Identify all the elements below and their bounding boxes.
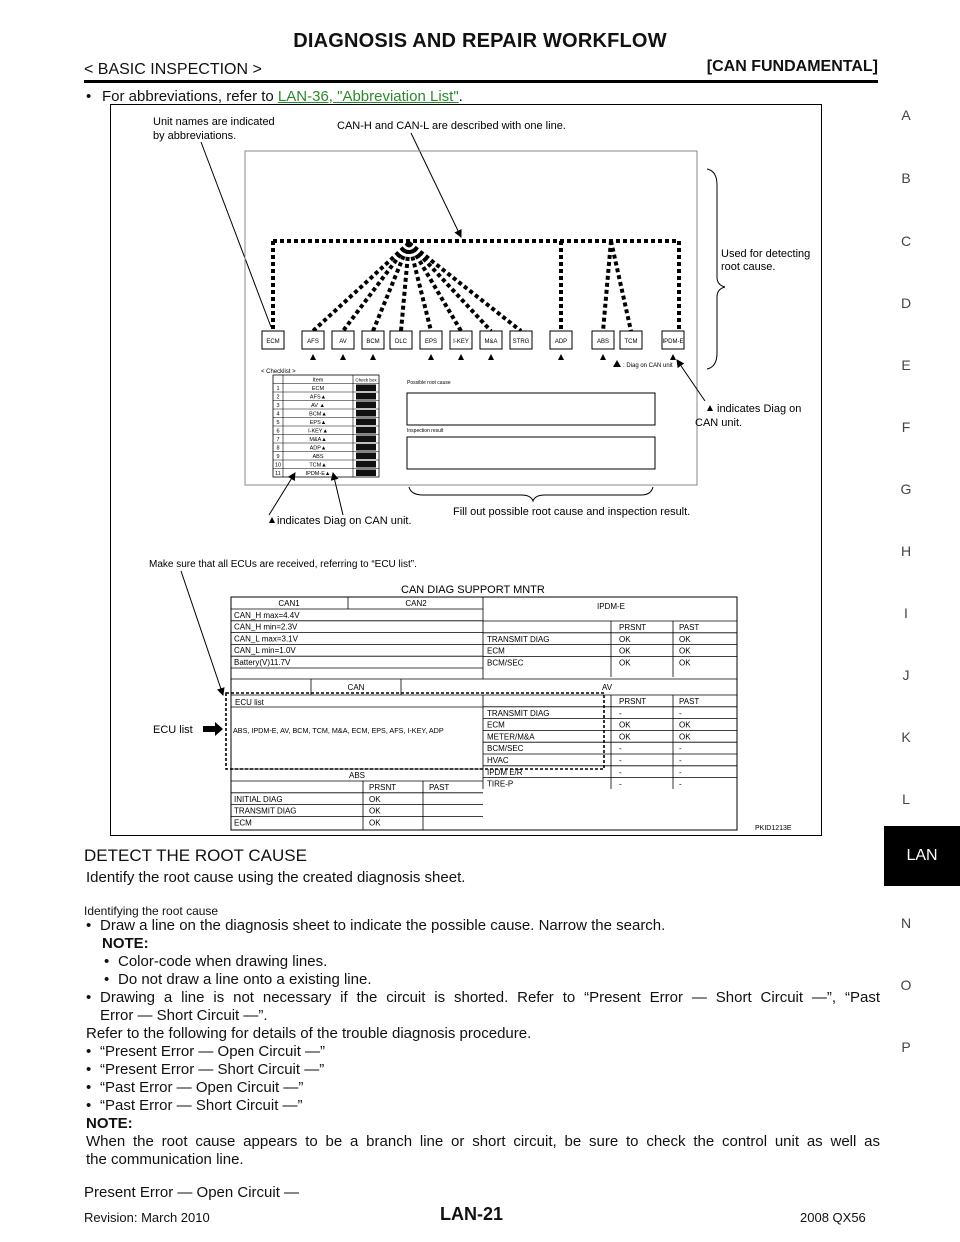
checklist-row-num: 6	[276, 428, 280, 435]
av-row-label: TRANSMIT DIAG	[487, 708, 550, 718]
side-index-j[interactable]: J	[902, 667, 910, 683]
can2-header: CAN2	[405, 599, 427, 608]
checkbox[interactable]	[356, 402, 376, 409]
unit-box-ma	[480, 331, 502, 349]
av-row-prsnt: -	[619, 708, 622, 718]
unit-label: ECM	[266, 339, 280, 345]
checkbox[interactable]	[356, 436, 376, 443]
side-index-i[interactable]: I	[904, 605, 908, 621]
side-index-f[interactable]: F	[901, 419, 911, 435]
checkbox[interactable]	[356, 393, 376, 400]
ipdm-row-past: OK	[679, 646, 691, 656]
section-lead: Identify the root cause using the created diagnosis sheet.	[86, 869, 466, 886]
monitor-title: CAN DIAG SUPPORT MNTR	[401, 584, 545, 596]
ipdm-row-label: ECM	[487, 646, 505, 656]
ipdm-row-past: OK	[679, 634, 691, 644]
callout-fill-out: Fill out possible root cause and inspection result.	[453, 506, 691, 518]
ipdm-row-prsnt: OK	[619, 646, 631, 656]
leader-diag-bottom-2	[333, 473, 343, 515]
unit-box-abs	[592, 331, 614, 349]
diag-markers	[310, 354, 676, 360]
checklist-header-item: Item	[312, 377, 324, 384]
checklist-row-num: 9	[276, 454, 280, 460]
callout2-triangle	[269, 517, 275, 523]
callout-diag-on-can-bottom: indicates Diag on CAN unit.	[277, 515, 412, 527]
ipdm-row-label: TRANSMIT DIAG	[487, 634, 550, 644]
av-row-past: -	[679, 744, 682, 754]
footer-model: 2008 QX56	[800, 1210, 866, 1225]
diag-triangle	[458, 354, 464, 360]
abs-row-prsnt: OK	[369, 794, 381, 804]
note2-text-2: the communication line.	[86, 1151, 244, 1168]
unit-label: ABS	[596, 339, 610, 345]
checklist-row-num: 11	[275, 471, 281, 477]
unit-label: TCM	[624, 339, 638, 345]
checkbox[interactable]	[356, 385, 376, 392]
ipdm-title: IPDM-E	[597, 602, 625, 611]
checklist-title: < Checklist >	[261, 369, 296, 375]
unit-label: I-KEY	[453, 339, 469, 345]
checklist-row-item: EPS▲	[309, 420, 327, 426]
av-row-prsnt: -	[619, 767, 622, 777]
section-heading: DETECT THE ROOT CAUSE	[84, 846, 307, 865]
unit-box-av	[332, 331, 354, 349]
abbreviation-list-link[interactable]: LAN-36, "Abbreviation List"	[277, 88, 459, 105]
checklist-row-item: AFS▲	[309, 394, 327, 401]
av-row-past: -	[679, 779, 682, 789]
callout-ecu-list: ECU list	[153, 724, 193, 736]
side-index-p[interactable]: P	[901, 1039, 911, 1055]
av-row-past: -	[679, 756, 682, 765]
section-label: < BASIC INSPECTION >	[84, 61, 262, 78]
av-row-prsnt: -	[619, 779, 622, 789]
av-col-prsnt: PRSNT	[619, 697, 647, 706]
checklist-row-num: 5	[276, 420, 280, 426]
abs-col-past: PAST	[429, 783, 450, 792]
checklist-row-num: 2	[276, 394, 280, 401]
diag-triangle	[370, 354, 376, 360]
ref-item-4[interactable]: “Past Error — Short Circuit —”	[100, 1097, 303, 1114]
checklist-row-num: 4	[276, 411, 280, 418]
can-diag-support-monitor	[226, 597, 737, 830]
callout-used-for-1: Used for detecting	[721, 248, 811, 260]
ecu-list-text: ABS, IPDM-E, AV, BCM, TCM, M&A, ECM, EPS, AFS, I-KEY, ADP	[233, 726, 444, 735]
av-row-past: OK	[679, 720, 691, 730]
av-row-label: ECM	[487, 720, 505, 730]
checklist-row-num: 1	[276, 386, 280, 392]
checklist-row-item: M&A▲	[309, 437, 327, 443]
ipdm-row-prsnt: OK	[619, 634, 631, 644]
can-row: CAN_H min=2.3V	[234, 622, 298, 632]
can1-header: CAN1	[278, 599, 300, 608]
page-title: DIAGNOSIS AND REPAIR WORKFLOW	[293, 30, 667, 52]
callout-unit-names-1: Unit names are indicated	[153, 116, 275, 128]
leader-unit-names	[201, 142, 271, 327]
side-index-lan-active[interactable]: LAN	[884, 826, 960, 886]
ipdm-col-prsnt: PRSNT	[619, 623, 647, 632]
callout-make-sure: Make sure that all ECUs are received, referring to “ECU list”.	[149, 559, 417, 570]
checklist-row-num: 3	[276, 403, 280, 409]
legend-small: : Diag on CAN unit	[623, 363, 673, 369]
header-rule	[84, 80, 878, 83]
ipdm-row-past: OK	[679, 658, 691, 668]
side-index-c[interactable]: C	[900, 233, 912, 249]
note-label: NOTE:	[102, 935, 149, 952]
side-index-e[interactable]: E	[901, 357, 911, 373]
callout-unit-names-2: by abbreviations.	[153, 130, 237, 142]
unit-box-strg	[510, 331, 532, 349]
last-heading: Present Error — Open Circuit —	[84, 1184, 300, 1201]
diag-triangle	[558, 354, 564, 360]
callout-triangle	[707, 405, 713, 411]
subheading: Identifying the root cause	[84, 904, 219, 918]
av-row-prsnt: OK	[619, 732, 631, 742]
abs-row-label: INITIAL DIAG	[234, 794, 283, 804]
av-row-label: IPDM E/R	[487, 767, 523, 777]
bullet-mark: •	[86, 1043, 92, 1060]
unit-label: EPS	[424, 339, 438, 345]
bullet-mark: •	[104, 953, 110, 970]
diag-triangle	[488, 354, 494, 360]
bullet-shorted-1: Drawing a line is not necessary if the circuit is shorted. Refer to “Present Error — Short Circuit —”, “Past	[100, 989, 880, 1006]
possible-cause-box[interactable]	[407, 393, 655, 425]
ecu-list-label: ECU list	[235, 698, 264, 707]
leader-make-sure	[181, 571, 223, 695]
footer-revision: Revision: March 2010	[84, 1210, 210, 1225]
callout-diag-on-can-2: CAN unit.	[695, 417, 743, 429]
refer-line: Refer to the following for details of the trouble diagnosis procedure.	[86, 1025, 532, 1042]
av-row-prsnt: -	[619, 744, 622, 754]
side-index-k[interactable]: K	[901, 729, 911, 745]
ref-item-3[interactable]: “Past Error — Open Circuit —”	[100, 1079, 304, 1096]
figure-id: PKID1213E	[755, 825, 792, 832]
av-row-prsnt: -	[619, 756, 622, 765]
checkbox[interactable]	[356, 444, 376, 451]
note2-text-1: When the root cause appears to be a branch line or short circuit, be sure to check the control unit as well as	[86, 1133, 880, 1150]
bullet-shorted-2: Error — Short Circuit —”.	[100, 1007, 268, 1024]
side-index-g[interactable]: G	[900, 481, 912, 497]
av-row-prsnt: OK	[619, 720, 631, 730]
unit-box-tcm	[620, 331, 642, 349]
checklist-row-num: 7	[276, 437, 280, 443]
can-row: CAN_L max=3.1V	[234, 634, 298, 644]
av-row-label: TIRE-P	[487, 779, 514, 789]
intro-bullet: •	[86, 88, 92, 105]
can-bus-lines	[273, 241, 679, 331]
possible-cause-label: Possible root cause	[407, 380, 451, 386]
abs-title: ABS	[348, 771, 366, 780]
unit-label: ADP	[554, 339, 568, 345]
callout-diag-on-can-1: indicates Diag on	[717, 403, 802, 415]
side-index-a[interactable]: A	[901, 107, 911, 123]
bullet-mark: •	[86, 989, 92, 1006]
abs-col-prsnt: PRSNT	[369, 783, 397, 792]
unit-label: AFS	[307, 339, 319, 345]
can-row: CAN_H max=4.4V	[234, 610, 300, 620]
abs-row-label: TRANSMIT DIAG	[234, 806, 297, 816]
checklist-row-item: IPDM-E▲	[305, 471, 331, 477]
unit-box-ipdme	[662, 331, 684, 349]
can-row: CAN_L min=1.0V	[234, 646, 296, 656]
checkbox[interactable]	[356, 419, 376, 426]
checklist-row-num: 10	[274, 462, 282, 469]
side-index-d[interactable]: D	[900, 295, 912, 311]
inspection-result-box[interactable]	[407, 437, 655, 469]
leader-can-line	[411, 133, 461, 237]
checkbox[interactable]	[356, 410, 376, 417]
unit-label: IPDM-E	[662, 339, 684, 345]
unit-label: STRG	[512, 339, 530, 345]
bullet-mark: •	[86, 917, 92, 934]
checkbox[interactable]	[356, 470, 376, 477]
callout-used-for-2: root cause.	[721, 261, 776, 273]
footer-page: LAN-21	[440, 1204, 504, 1224]
unit-box-eps	[420, 331, 442, 349]
diag-triangle	[310, 354, 316, 360]
unit-label: BCM	[366, 339, 380, 345]
side-index-o[interactable]: O	[900, 977, 912, 993]
ref-item-1[interactable]: “Present Error — Open Circuit —”	[100, 1043, 326, 1060]
av-col-past: PAST	[679, 697, 700, 706]
unit-boxes	[262, 331, 684, 349]
note-item-2: Do not draw a line onto a existing line.	[118, 971, 372, 988]
unit-box-afs	[302, 331, 324, 349]
unit-label: M&A	[484, 339, 498, 345]
checklist-row-item: I-KEY▲	[308, 428, 328, 435]
checklist-row-item: ABS	[312, 454, 324, 460]
av-row-label: METER/M&A	[487, 732, 535, 742]
diag-triangle	[428, 354, 434, 360]
bullet-draw-line: Draw a line on the diagnosis sheet to indicate the possible cause. Narrow the search.	[100, 917, 666, 934]
unit-box-ikey	[450, 331, 472, 349]
leader-diag-on-can	[677, 360, 705, 401]
leader-diag-bottom-1	[269, 473, 295, 515]
note2-label: NOTE:	[86, 1115, 133, 1132]
inspection-result-label: Inspection result	[407, 428, 444, 434]
intro-prefix: For abbreviations, refer to	[102, 88, 278, 105]
diagnosis-sheet-figure	[110, 104, 822, 836]
unit-box-dlc	[390, 331, 412, 349]
checklist-table	[273, 375, 379, 477]
unit-label: AV	[339, 339, 347, 345]
unit-box-bcm	[362, 331, 384, 349]
av-row-past: OK	[679, 732, 691, 742]
unit-box-ecm	[262, 331, 284, 349]
checklist-header-check: Check box	[355, 377, 377, 383]
checkbox[interactable]	[356, 453, 376, 460]
av-title: AV	[601, 683, 613, 692]
bullet-mark: •	[86, 1097, 92, 1114]
diag-triangle	[340, 354, 346, 360]
unit-box-adp	[550, 331, 572, 349]
figure-svg	[111, 105, 823, 837]
abs-row-prsnt: OK	[369, 806, 381, 816]
note-item-1: Color-code when drawing lines.	[118, 953, 328, 970]
checklist-row-num: 8	[276, 445, 280, 452]
category-label: [CAN FUNDAMENTAL]	[706, 58, 878, 75]
checklist-row-item: ECM	[311, 386, 325, 392]
abs-row-label: ECM	[234, 818, 252, 828]
can-row: Battery(V)11.7V	[234, 658, 291, 667]
ipdm-col-past: PAST	[679, 623, 700, 632]
legend-triangle	[613, 360, 621, 367]
checklist-row-item: AV ▲	[311, 403, 325, 409]
ref-item-2[interactable]: “Present Error — Short Circuit —”	[100, 1061, 325, 1078]
abs-row-prsnt: OK	[369, 818, 381, 828]
av-row-past: -	[679, 767, 682, 777]
checklist-row-item: ADP▲	[309, 445, 327, 452]
bullet-mark: •	[86, 1061, 92, 1078]
can-label: CAN	[347, 683, 365, 692]
ecu-list-arrow-icon	[203, 722, 223, 736]
av-row-label: BCM/SEC	[487, 744, 524, 754]
diag-triangle	[600, 354, 606, 360]
checkbox[interactable]	[356, 461, 376, 468]
brace-fill-out	[409, 487, 653, 501]
checklist-row-item: TCM▲	[309, 462, 327, 469]
checklist-row-item: BCM▲	[309, 411, 327, 418]
side-index-h[interactable]: H	[900, 543, 912, 559]
bullet-mark: •	[104, 971, 110, 988]
side-index-l[interactable]: L	[902, 791, 910, 807]
callout-can-line: CAN-H and CAN-L are described with one line.	[337, 120, 566, 132]
side-index-b[interactable]: B	[901, 170, 911, 186]
diag-triangle	[670, 354, 676, 360]
bullet-mark: •	[86, 1079, 92, 1096]
ipdm-row-prsnt: OK	[619, 658, 631, 668]
unit-label: DLC	[394, 339, 408, 345]
intro-suffix: .	[458, 88, 463, 105]
ipdm-row-label: BCM/SEC	[487, 658, 524, 668]
side-index-n[interactable]: N	[900, 915, 912, 931]
checkbox[interactable]	[356, 427, 376, 434]
av-row-past: -	[679, 708, 682, 718]
av-row-label: HVAC	[487, 756, 509, 765]
